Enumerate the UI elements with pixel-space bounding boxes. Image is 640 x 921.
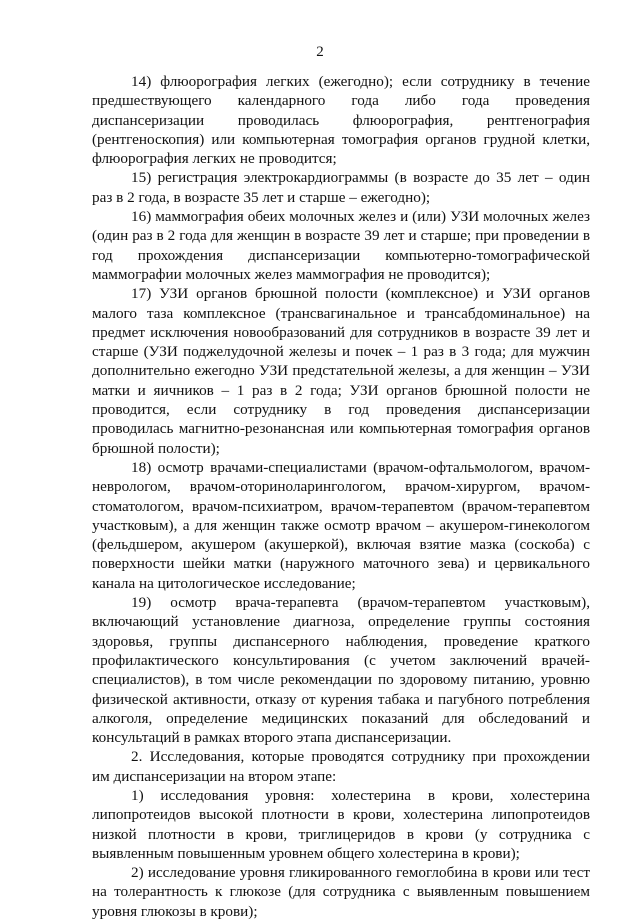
section-2-item-1-cholesterol: 1) исследования уровня: холестерина в крови, холестерина липопротеидов высокой плотности в крови, холестерина липопротеидов низкой плотности в крови, триглицеридов в крови (у сотрудника с выявленным повышенным уровнем общего холестерина в крови); (92, 786, 590, 862)
list-item-19-therapist-exam: 19) осмотр врача-терапевта (врачом-терапевтом участковым), включающий установление диагноза, определение группы состояния здоровья, группы диспансерного наблюдения, проведение краткого профилактического консультирования (с учетом заключений врачей-специалистов), в том числе рекомендации по здоровому питанию, уровню физической активности, отказу от курения табака и пагубного потребления алкоголя, определение медицинских показаний для обследований и консультаций в рамках второго этапа диспансеризации. (92, 594, 590, 747)
section-2-heading: 2. Исследования, которые проводятся сотруднику при прохождении им диспансеризации на втором этапе: (92, 748, 590, 785)
list-item-18-specialist-exams: 18) осмотр врачами-специалистами (врачом-офтальмологом, врачом-неврологом, врачом-оториноларингологом, врачом-хирургом, врачом-стоматологом, врачом-психиатром, врачом-терапевтом (врачом-терапевтом участковым), а для женщин также осмотр врачом – акушером-гинекологом (фельдшером, акушером (акушеркой), включая взятие мазка (соскоба) с поверхности шейки матки (наружного маточного зева) и цервикального канала на цитологическое исследование; (92, 458, 590, 592)
page-number: 2 (316, 44, 324, 60)
section-2-item-2-glycated-hemoglobin: 2) исследование уровня гликированного гемоглобина в крови или тест на толерантность к глюкозе (для сотрудника с выявленным повышением уровня глюкозы в крови); (92, 864, 590, 920)
list-item-14-fluorography: 14) флюорография легких (ежегодно); если сотруднику в течение предшествующего календарного года либо года проведения диспансеризации проводилась флюорография, рентгенография (рентгеноскопия) или компьютерная томография органов грудной клетки, флюорография легких не проводится; (92, 73, 590, 168)
list-item-15-ecg: 15) регистрация электрокардиограммы (в возрасте до 35 лет – один раз в 2 года, в возрасте 35 лет и старше – ежегодно); (92, 169, 590, 206)
list-item-16-mammography: 16) маммография обеих молочных желез и (или) УЗИ молочных желез (один раз в 2 года для женщин в возрасте 39 лет и старше; при проведении в год прохождения диспансеризации компьютерно-томографической маммографии молочных желез маммография не проводится); (92, 208, 590, 283)
document-body (92, 72, 590, 921)
list-item-17-ultrasound: 17) УЗИ органов брюшной полости (комплексное) и УЗИ органов малого таза комплексное (трансвагинальное и трансабдоминальное) на предмет исключения новообразований для сотрудников в возрасте 39 лет и старше (УЗИ поджелудочной железы и почек – 1 раз в 3 года; для мужчин дополнительно ежегодно УЗИ предстательной железы, а для женщин – УЗИ матки и яичников – 1 раз в 2 года; УЗИ органов брюшной полости не проводится, если сотруднику в год проведения диспансеризации проводилась магнитно-резонансная или компьютерная томография органов брюшной полости); (92, 285, 590, 457)
